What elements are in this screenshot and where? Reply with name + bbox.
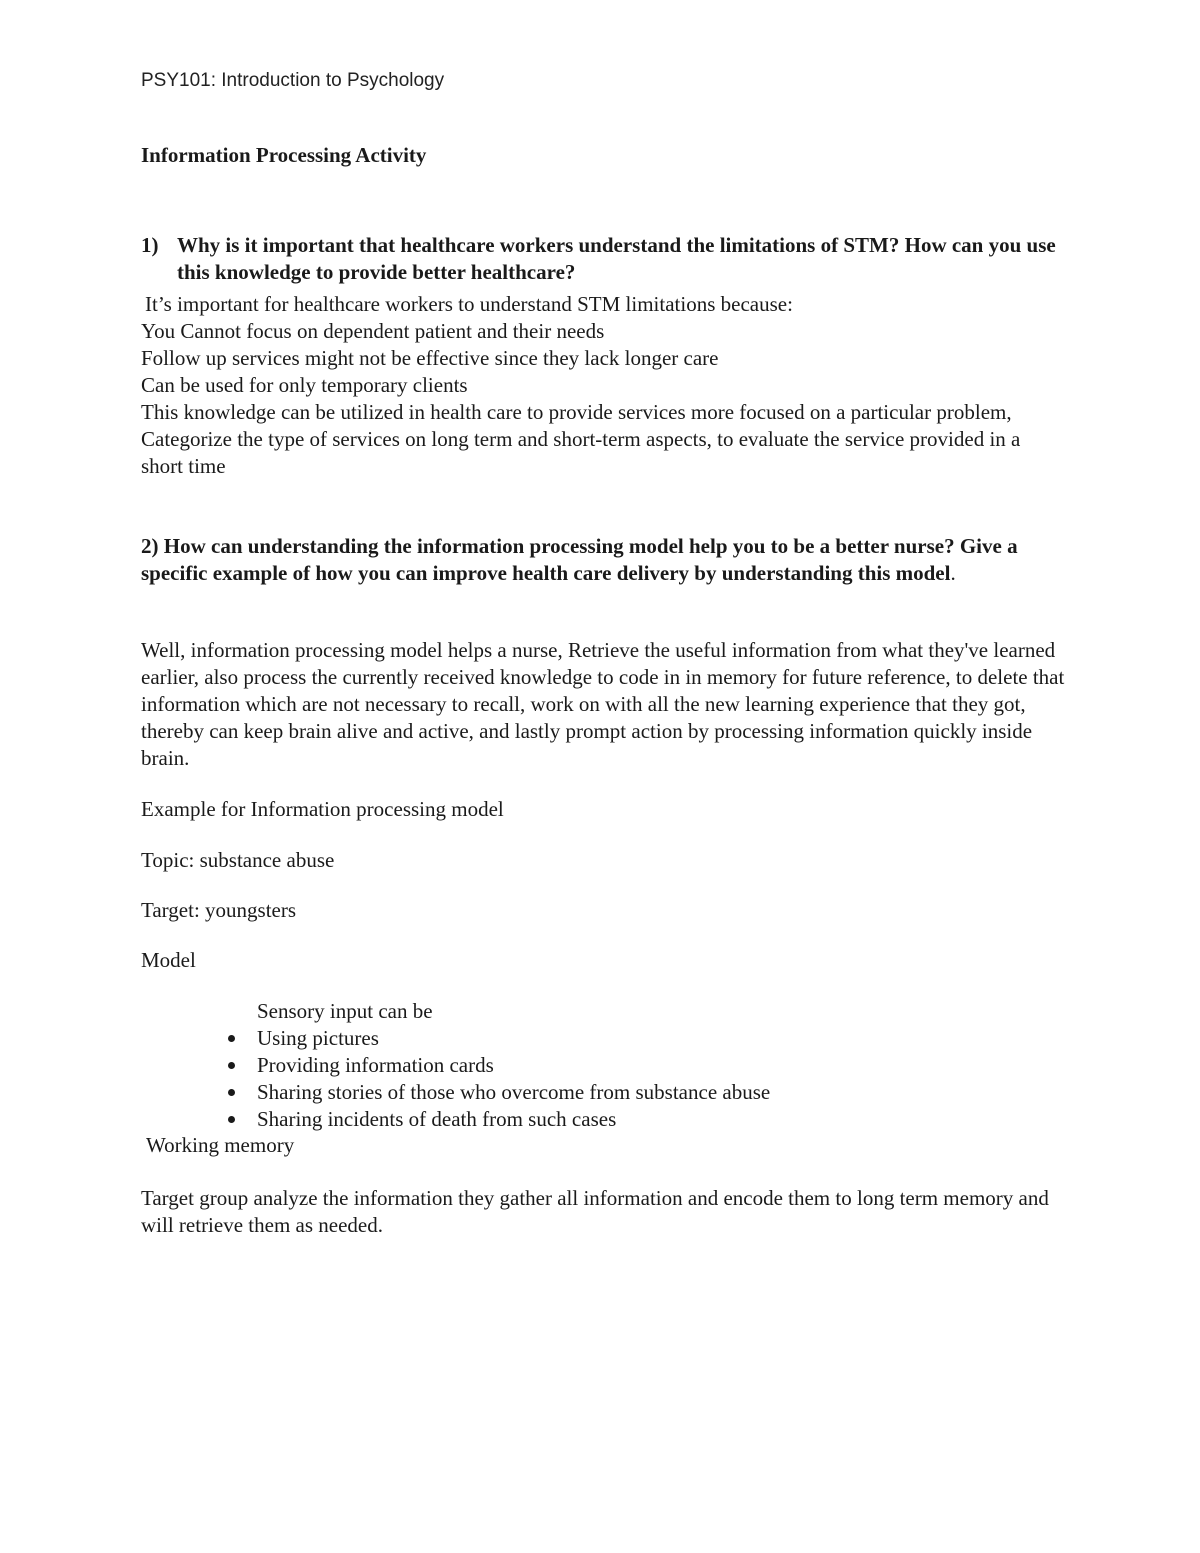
sensory-bullets [141,1025,1041,1133]
question-2 [141,533,1041,587]
list-item [141,1052,1041,1079]
answer-1-point: You Cannot focus on dependent patient and their needs [141,319,605,343]
document-title: Information Processing Activity [141,143,427,167]
sensory-intro: Sensory input can be [257,999,433,1023]
model-line: Model [141,948,196,972]
list-item [141,1106,1041,1133]
target-line: Target: youngsters [141,898,297,922]
question-1-text: Why is it important that healthcare workers understand the limitations of STM? How can you use this knowledge to provide better healthcare? [177,233,1056,284]
question-2-period: . [950,561,956,585]
answer-1 [141,291,1061,480]
example-heading: Example for Information processing model [141,797,504,821]
working-memory-line: Working memory [146,1133,295,1157]
bullet-icon [228,1035,235,1042]
question-1 [141,232,1061,286]
course-header: PSY101: Introduction to Psychology [141,70,445,91]
answer-1-conclusion: This knowledge can be utilized in health care to provide services more focused on a particular problem, Categorize the type of services on long term and short-term aspects, to evaluate the service provided in a short time [141,400,1021,478]
list-item-text: Sharing stories of those who overcome from substance abuse [257,1080,771,1104]
list-item-text: Using pictures [257,1026,379,1050]
list-item [141,1025,1041,1052]
bullet-icon [228,1062,235,1069]
bullet-icon [228,1116,235,1123]
sensory-input-list [141,998,1041,1133]
answer-1-intro: It’s important for healthcare workers to understand STM limitations because: [145,292,793,316]
answer-2-paragraph: Well, information processing model helps a nurse, Retrieve the useful information from what they've learned earlier, also process the currently received knowledge to code in in memory for future reference, to delete that information which are not necessary to recall, work on with all the new learning experience that they got, thereby can keep brain alive and active, and lastly prompt action by processing information quickly inside brain. [141,638,1065,770]
list-item [141,1079,1041,1106]
list-item-text: Providing information cards [257,1053,494,1077]
list-item-text: Sharing incidents of death from such cases [257,1107,617,1131]
final-paragraph: Target group analyze the information they gather all information and encode them to long term memory and will retrieve them as needed. [141,1186,1049,1237]
answer-1-point: Can be used for only temporary clients [141,373,468,397]
question-1-number: 1) [141,233,159,257]
question-2-text: 2) How can understanding the information processing model help you to be a better nurse? Give a specific example of how you can improve health care delivery by understanding this model [141,534,1018,585]
answer-1-point: Follow up services might not be effective since they lack longer care [141,346,719,370]
topic-line: Topic: substance abuse [141,848,335,872]
bullet-icon [228,1089,235,1096]
